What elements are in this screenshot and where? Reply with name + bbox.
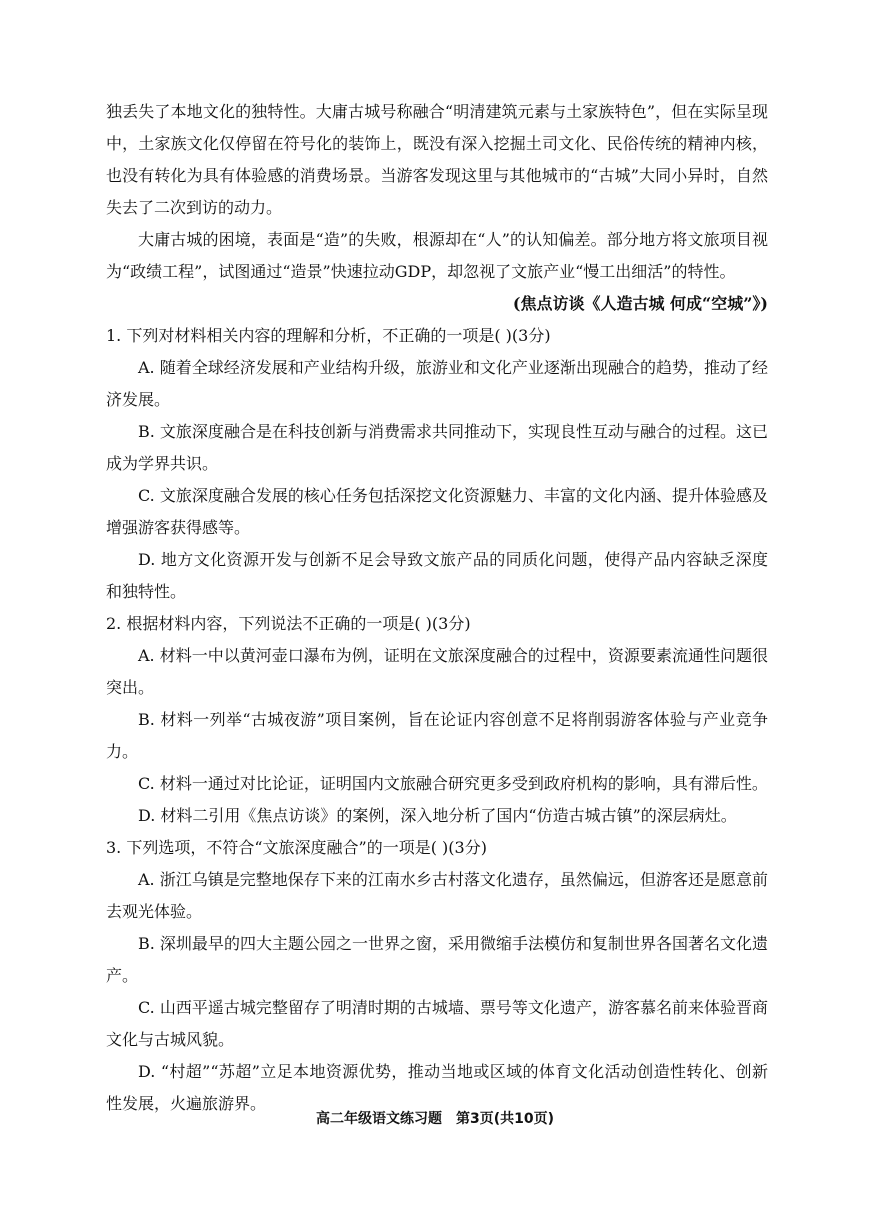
passage-paragraph-1: 独丢失了本地文化的独特性。大庸古城号称融合“明清建筑元素与土家族特色”，但在实际呈现中，土家族文化仅停留在符号化的装饰上，既没有深入挖掘土司文化、民俗传统的精神内核，也没有转化为具有体验感的消费场景。当游客发现这里与其他城市的“古城”大同小异时，自然失去了二次到访的动力。 (106, 102, 768, 217)
page-footer: 高二年级语文练习题 第3页(共10页) (315, 1111, 555, 1127)
question-2 (106, 608, 768, 832)
option-b: B. 材料一列举“古城夜游”项目案例，旨在论证内容创意不足将削弱游客体验与产业竞争力。 (106, 710, 768, 761)
question-1 (106, 320, 768, 608)
option-c: C. 文旅深度融合发展的核心任务包括深挖文化资源魅力、丰富的文化内涵、提升体验感及增强游客获得感等。 (106, 486, 768, 537)
option-a: A. 材料一中以黄河壶口瀑布为例，证明在文旅深度融合的过程中，资源要素流通性问题很突出。 (106, 646, 768, 697)
option-b: B. 深圳最早的四大主题公园之一世界之窗，采用微缩手法模仿和复制世界各国著名文化遗产。 (106, 934, 768, 985)
option-d: D. “村超”“苏超”立足本地资源优势，推动当地或区域的体育文化活动创造性转化、创新性发展，火遍旅游界。 (106, 1062, 768, 1113)
page-content (106, 96, 768, 1120)
question-stem: 2. 根据材料内容，下列说法不正确的一项是( )(3分) (106, 614, 471, 633)
option-a: A. 浙江乌镇是完整地保存下来的江南水乡古村落文化遗存，虽然偏远，但游客还是愿意前去观光体验。 (106, 870, 768, 921)
option-d: D. 地方文化资源开发与创新不足会导致文旅产品的同质化问题，使得产品内容缺乏深度和独特性。 (106, 550, 768, 601)
question-stem: 1. 下列对材料相关内容的理解和分析，不正确的一项是( )(3分) (106, 326, 551, 345)
question-stem: 3. 下列选项，不符合“文旅深度融合”的一项是( )(3分) (106, 838, 487, 857)
option-b: B. 文旅深度融合是在科技创新与消费需求共同推动下，实现良性互动与融合的过程。这已成为学界共识。 (106, 422, 768, 473)
option-a: A. 随着全球经济发展和产业结构升级，旅游业和文化产业逐渐出现融合的趋势，推动了经济发展。 (106, 358, 768, 409)
passage-source: (焦点访谈《人造古城 何成“空城”》) (512, 294, 768, 313)
passage-paragraph-2: 大庸古城的困境，表面是“造”的失败，根源却在“人”的认知偏差。部分地方将文旅项目视为“政绩工程”，试图通过“造景”快速拉动GDP，却忽视了文旅产业“慢工出细活”的特性。 (106, 230, 768, 281)
question-3 (106, 832, 768, 1120)
option-d: D. 材料二引用《焦点访谈》的案例，深入地分析了国内“仿造古城古镇”的深层病灶。 (138, 806, 737, 825)
option-c: C. 材料一通过对比论证，证明国内文旅融合研究更多受到政府机构的影响，具有滞后性。 (138, 774, 768, 793)
option-c: C. 山西平遥古城完整留存了明清时期的古城墙、票号等文化遗产，游客慕名前来体验晋商文化与古城风貌。 (106, 998, 768, 1049)
